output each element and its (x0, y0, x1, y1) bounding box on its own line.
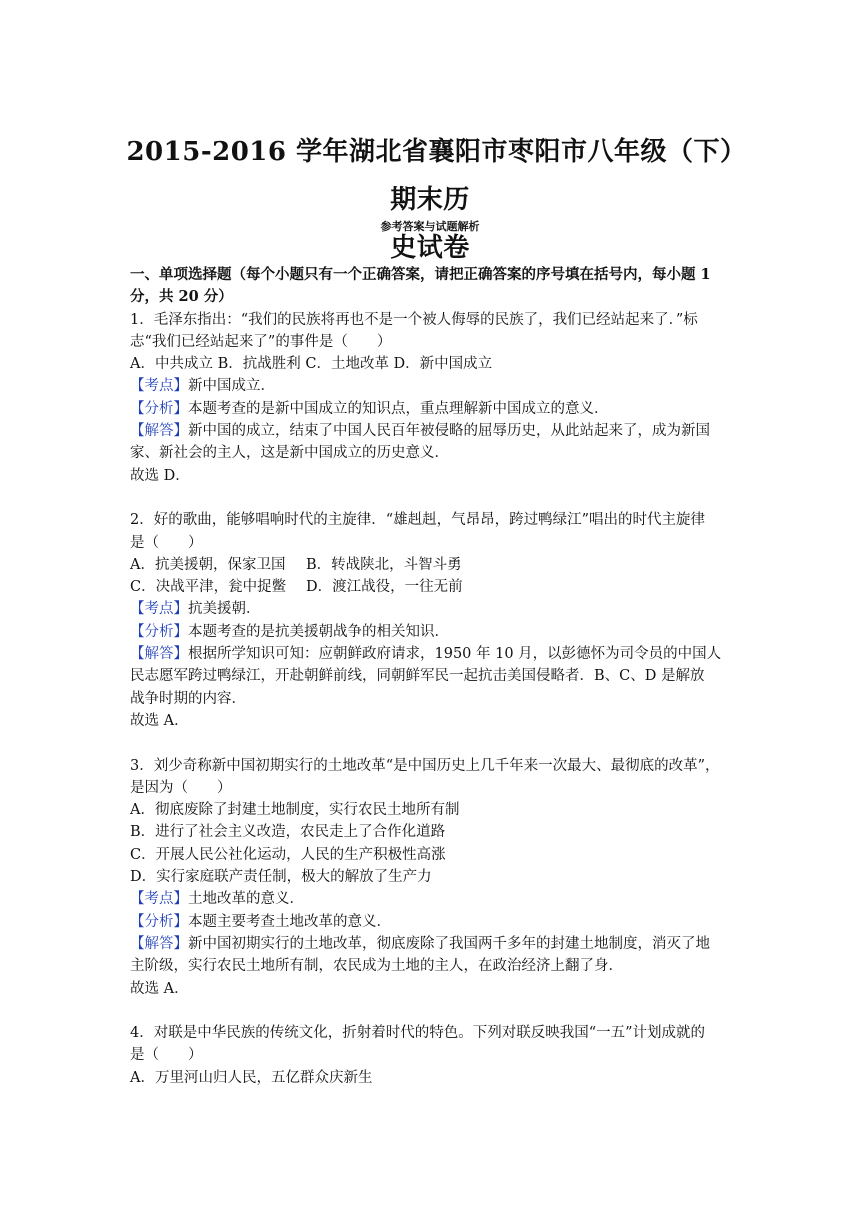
fenxi-text: 本题考查的是抗美援朝战争的相关知识． (188, 623, 449, 640)
question-1 (130, 309, 732, 487)
option-c: C．开展人民公社化运动，人民的生产积极性高涨 (130, 846, 446, 863)
fenxi-text: 本题主要考查土地改革的意义． (188, 913, 391, 930)
question-options: A．中共成立 B．抗战胜利 C．土地改革 D．新中国成立 (130, 356, 493, 373)
option-b: B．进行了社会主义改造，农民走上了合作化道路 (130, 824, 446, 841)
question-stem: 是因为（ ） (130, 779, 232, 796)
question-stem: 4．对联是中华民族的传统文化，折射着时代的特色。下列对联反映我国“一五”计划成就的 (130, 1025, 706, 1042)
question-stem: 3．刘少奇称新中国初期实行的土地改革“是中国历史上几千年来一次最大、最彻底的改革”， (130, 757, 720, 774)
kaodian-row (130, 598, 732, 620)
kaodian-text: 新中国成立． (188, 378, 275, 395)
question-stem: 2．好的歌曲，能够唱响时代的主旋律．“雄赳赳，气昂昂，跨过鸭绿江”唱出的时代主旋律 (130, 512, 706, 529)
jieda-row (130, 933, 732, 955)
options-row (130, 576, 732, 598)
option-a: A．万里河山归人民，五亿群众庆新生 (130, 1069, 373, 1086)
spacer (130, 487, 732, 509)
question-stem: 是（ ） (130, 1047, 203, 1064)
jieda-tag: 【解答】 (130, 935, 188, 952)
options-row (130, 554, 732, 576)
answer-line: 故选 D． (130, 467, 190, 484)
section-heading: 一、单项选择题（每个小题只有一个正确答案，请把正确答案的序号填在括号内，每小题 1 (130, 266, 711, 283)
kaodian-tag: 【考点】 (130, 601, 188, 618)
fenxi-row (130, 621, 732, 643)
option-c: C．决战平津，瓮中捉鳖 (130, 579, 287, 596)
fenxi-tag: 【分析】 (130, 913, 188, 930)
question-2 (130, 509, 732, 732)
jieda-text-cont: 家、新社会的主人，这是新中国成立的历史意义． (130, 445, 449, 462)
jieda-text-cont: 民志愿军跨过鸭绿江，开赴朝鲜前线，同朝鲜军民一起抗击美国侵略者．B、C、D 是解放 (130, 668, 705, 685)
answer-line: 故选 A． (130, 712, 189, 729)
jieda-text-cont: 主阶级，实行农民土地所有制，农民成为土地的主人，在政治经济上翻了身． (130, 958, 623, 975)
fenxi-row (130, 398, 732, 420)
question-3 (130, 755, 732, 1000)
title-line-1: 2015-2016 学年湖北省襄阳市枣阳市八年级（下）期末历 (126, 137, 734, 215)
document-body (130, 264, 732, 1089)
option-b: B．转战陕北，斗智斗勇 (306, 556, 462, 573)
jieda-tag: 【解答】 (130, 646, 188, 663)
option-d: D．渡江战役，一往无前 (306, 579, 463, 596)
document-title (120, 128, 740, 272)
jieda-text-cont: 战争时期的内容． (130, 690, 246, 707)
question-stem: 1．毛泽东指出：“我们的民族将再也不是一个被人侮辱的民族了，我们已经站起来了．”标 (130, 311, 698, 328)
jieda-row (130, 420, 732, 442)
spacer (130, 1000, 732, 1022)
question-4 (130, 1022, 732, 1089)
question-stem: 志“我们已经站起来了”的事件是（ ） (130, 333, 392, 350)
kaodian-tag: 【考点】 (130, 891, 188, 908)
kaodian-row (130, 888, 732, 910)
jieda-row (130, 643, 732, 665)
kaodian-text: 土地改革的意义． (188, 891, 304, 908)
fenxi-text: 本题考查的是新中国成立的知识点，重点理解新中国成立的意义． (188, 400, 609, 417)
kaodian-text: 抗美援朝． (188, 601, 261, 618)
section-heading-cont: 分，共 20 分） (130, 288, 233, 306)
option-a: A．抗美援朝，保家卫国 (130, 556, 286, 573)
jieda-text: 根据所学知识可知：应朝鲜政府请求，1950 年 10 月，以彭德怀为司令员的中国人 (188, 646, 722, 663)
option-d: D．实行家庭联产责任制，极大的解放了生产力 (130, 869, 432, 886)
kaodian-tag: 【考点】 (130, 378, 188, 395)
fenxi-tag: 【分析】 (130, 400, 188, 417)
spacer (130, 732, 732, 754)
jieda-tag: 【解答】 (130, 423, 188, 440)
fenxi-row (130, 911, 732, 933)
question-stem: 是（ ） (130, 534, 203, 551)
title-line-2: 史试卷 (390, 233, 470, 263)
jieda-text: 新中国初期实行的土地改革，彻底废除了我国两千多年的封建土地制度，消灭了地 (188, 935, 710, 952)
document-subtitle: 参考答案与试题解析 (380, 220, 480, 233)
answer-line: 故选 A． (130, 980, 189, 997)
kaodian-row (130, 375, 732, 397)
jieda-text: 新中国的成立，结束了中国人民百年被侵略的屈辱历史，从此站起来了，成为新国 (188, 423, 710, 440)
fenxi-tag: 【分析】 (130, 623, 188, 640)
option-a: A．彻底废除了封建土地制度，实行农民土地所有制 (130, 802, 460, 819)
